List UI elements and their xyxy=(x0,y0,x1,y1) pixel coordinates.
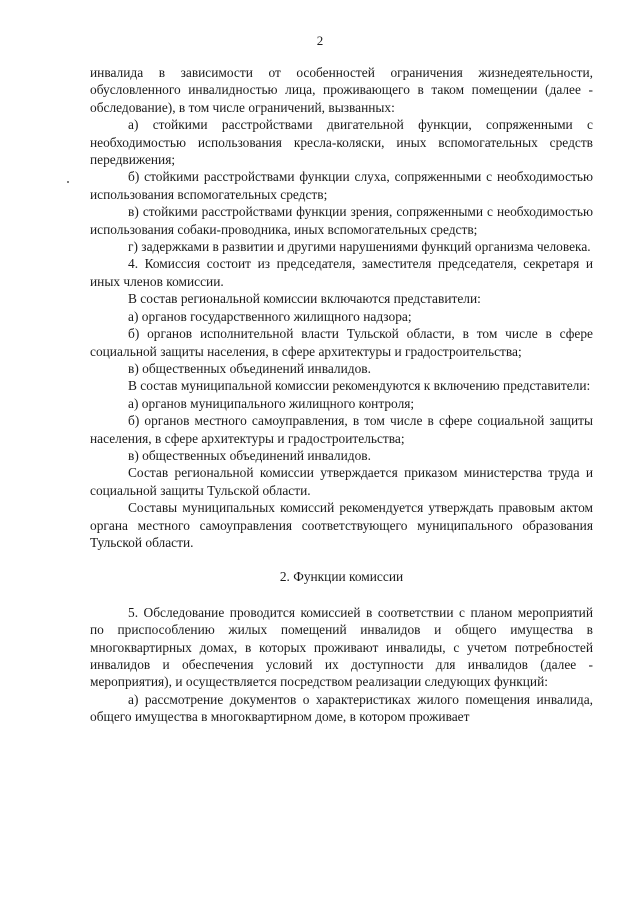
paragraph-municipal-item-a: а) органов муниципального жилищного контроля; xyxy=(128,395,415,411)
document-body xyxy=(90,64,593,726)
paragraph-item-b-hearing: б) стойкими расстройствами функции слуха, сопряженными с необходимостью использования вспомогательных средств; xyxy=(90,169,593,202)
paragraph-municipal-approval: Составы муниципальных комиссий рекомендуется утверждать правовым актом органа местного самоуправления соответствующего муниципального образования Тульской области. xyxy=(90,500,593,550)
page-number: 2 xyxy=(316,33,324,48)
paragraph-item-g-development: г) задержками в развитии и другими нарушениями функций организма человека. xyxy=(128,239,591,255)
paragraph-regional-item-v: в) общественных объединений инвалидов. xyxy=(128,360,371,376)
paragraph-municipal-composition: В состав муниципальной комиссии рекомендуются к включению представители: xyxy=(128,378,591,394)
paragraph-function-a: а) рассмотрение документов о характеристиках жилого помещения инвалида, общего имущества в многоквартирном доме, в котором проживает xyxy=(90,691,593,725)
paragraph-clause-4: 4. Комиссия состоит из председателя, заместителя председателя, секретаря и иных членов комиссии. xyxy=(90,256,593,289)
section-heading: 2. Функции комиссии xyxy=(279,569,404,585)
paragraph-item-a-motor: а) стойкими расстройствами двигательной функции, сопряженными с необходимостью использования кресла-коляски, иных вспомогательных средств передвижения; xyxy=(90,117,593,168)
paragraph-municipal-item-b: б) органов местного самоуправления, в том числе в сфере социальной защиты населения, в сфере архитектуры и градостроительства; xyxy=(90,413,593,446)
paragraph-municipal-item-v: в) общественных объединений инвалидов. xyxy=(128,447,371,463)
paragraph-regional-approval: Состав региональной комиссии утверждается приказом министерства труда и социальной защиты Тульской области. xyxy=(90,465,593,498)
paragraph-item-v-vision: в) стойкими расстройствами функции зрения, сопряженными с необходимостью использования собаки-проводника, иных вспомогательных средств; xyxy=(90,204,593,237)
scan-speck xyxy=(67,181,69,183)
paragraph-clause-5: 5. Обследование проводится комиссией в соответствии с планом мероприятий по приспособлению жилых помещений инвалидов и общего имущества в многоквартирных домах, в которых проживают инвалиды, с учетом потребностей инвалидов и обеспечения условий их доступности для инвалидов (далее - мероприятия), и осуществляется посредством реализации следующих функций: xyxy=(90,604,593,690)
paragraph-regional-composition: В состав региональной комиссии включаются представители: xyxy=(128,291,481,307)
paragraph-continuation: инвалида в зависимости от особенностей ограничения жизнедеятельности, обусловленного инвалидностью лица, проживающего в таком помещении (далее - обследование), в том числе ограничений, вызванных: xyxy=(90,65,593,115)
paragraph-regional-item-b: б) органов исполнительной власти Тульской области, в том числе в сфере социальной защиты населения, в сфере архитектуры и градостроительства; xyxy=(90,326,593,359)
paragraph-regional-item-a: а) органов государственного жилищного надзора; xyxy=(128,308,412,324)
